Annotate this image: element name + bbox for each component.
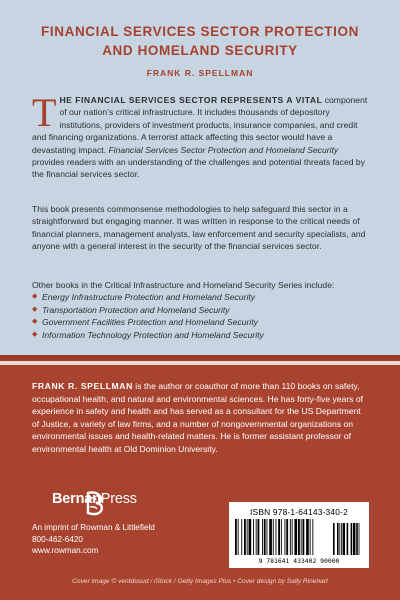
series-item: ◆ Transportation Protection and Homeland Security [32,304,230,315]
drop-cap: T [32,90,57,135]
publisher-website: www.rowman.com [32,546,99,555]
publisher-info [32,522,155,557]
title-line-1: FINANCIAL SERVICES SECTOR PROTECTION [41,24,359,39]
barcode-box [229,502,369,568]
series-item: ◆ Energy Infrastructure Protection and Homeland Security [32,292,256,303]
series-item: ◆ Government Facilities Protection and Homeland Security [32,317,258,328]
isbn-label: ISBN 978-1-64143-340-2 [250,507,348,517]
diamond-bullet-icon: ◆ [32,305,38,313]
diamond-bullet-icon: ◆ [32,293,38,301]
description-paragraph-2: This book presents commonsense methodologies to help safeguard this sector in a straightforward but engaging manner. It was written in response to the critical needs of financial planners, management analysts, law enforcement and security specialists, and anyone with a general interest in the security of the financial services sector. [32,204,366,252]
author-bio [32,380,368,456]
barcode-icon [235,519,363,557]
barcode-digits: 9 781641 433402 90000 [258,557,340,565]
book-title-inline: Financial Services Sector Protection and Homeland Security [108,144,339,155]
bio-author-name: FRANK R. SPELLMAN [32,381,133,391]
series-list [32,291,368,341]
series-item: ◆ Information Technology Protection and Homeland Security [32,329,264,340]
series-intro: Other books in the Critical Infrastructure and Homeland Security Series include: [32,280,335,290]
description-paragraph-1 [32,90,368,181]
book-title [0,22,400,60]
author-name: FRANK R. SPELLMAN [146,68,254,78]
diamond-bullet-icon: ◆ [32,330,38,338]
title-line-2: AND HOMELAND SECURITY [102,43,298,58]
publisher-phone: 800-462-6420 [32,534,83,544]
diamond-bullet-icon: ◆ [32,318,38,326]
publisher-name: BernanPress [52,491,137,507]
description-text: component of our nation’s critical infrastructure. It includes thousands of depository institutions, providers of investment products, insurance companies, and credit and financing organizations. A terrorist attack affecting this sector would have a devastating impact. [32,95,368,155]
description-text-end: provides readers with an understanding of the challenges and potential threats faced by the financial services sector. [32,157,365,180]
imprint-line: An imprint of Rowman & Littlefield [32,523,155,532]
cover-credit: Cover image © ventdusud / iStock / Getty Images Plus • Cover design by Sally Rinehart [72,578,328,585]
series-section [32,279,368,341]
lead-in: HE FINANCIAL SERVICES SECTOR REPRESENTS A VITAL [59,95,323,105]
bio-text: is the author or coauthor of more than 110 books on safety, occupational health, and natural and environmental sciences. He has forty-five years of experience in safety and health and has served as a consultant for the US Department of Justice, a variety of law firms, and a number of nongovernmental organizations on environmental issues and health-related matters. He is former assistant professor of environmental health at Old Dominion University. [32,381,364,454]
